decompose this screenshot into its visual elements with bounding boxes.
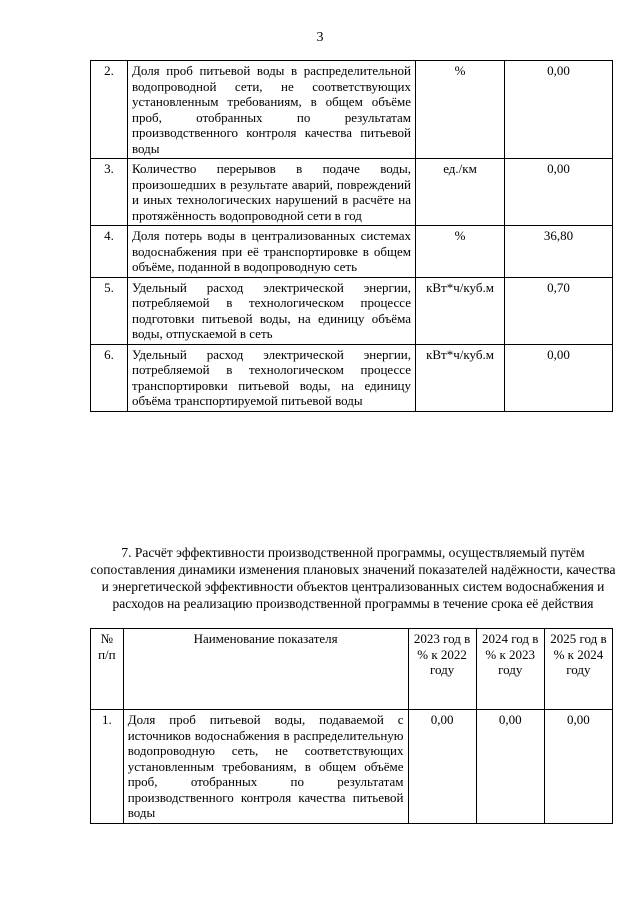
efficiency-table — [90, 628, 613, 824]
row-number: 4. — [91, 226, 128, 278]
indicator-name: Удельный расход электрической энергии, потребляемой в технологическом процессе транспортировки питьевой воды, на единицу объёма транспортируемой питьевой воды — [128, 344, 416, 411]
indicator-value: 0,00 — [505, 344, 613, 411]
section-title: 7. Расчёт эффективности производственной программы, осуществляемый путём сопоставления динамики изменения плановых значений показателей надёжности, качества и энергетической эффективности объектов централизованных систем водоснабжения и расходов на реализацию производственной программы в течение срока её действия — [90, 545, 616, 611]
table-header-row — [91, 629, 613, 710]
header-year-2025: 2025 год в % к 2024 году — [544, 629, 612, 710]
unit: % — [416, 61, 505, 159]
indicator-value: 36,80 — [505, 226, 613, 278]
unit: ед./км — [416, 159, 505, 226]
row-number: 3. — [91, 159, 128, 226]
indicator-name: Удельный расход электрической энергии, потребляемой в технологическом процессе подготовки питьевой воды, на единицу объёма воды, отпускаемой в сеть — [128, 277, 416, 344]
indicator-value: 0,00 — [505, 159, 613, 226]
header-number: № п/п — [91, 629, 124, 710]
value-2024: 0,00 — [476, 710, 544, 824]
row-number: 5. — [91, 277, 128, 344]
table-row — [91, 710, 613, 824]
indicator-name: Количество перерывов в подаче воды, произошедших в результате аварий, повреждений и иных технологических нарушений в расчёте на протяжённость водопроводной сети в год — [128, 159, 416, 226]
value-2025: 0,00 — [544, 710, 612, 824]
header-indicator-name: Наименование показателя — [123, 629, 408, 710]
indicators-table — [90, 60, 613, 412]
header-year-2024: 2024 год в % к 2023 году — [476, 629, 544, 710]
header-year-2023: 2023 год в % к 2022 году — [408, 629, 476, 710]
indicator-name: Доля потерь воды в централизованных системах водоснабжения при её транспортировке в общем объёме, поданной в водопроводную сеть — [128, 226, 416, 278]
indicator-value: 0,00 — [505, 61, 613, 159]
unit: кВт*ч/куб.м — [416, 277, 505, 344]
unit: % — [416, 226, 505, 278]
row-number: 6. — [91, 344, 128, 411]
table-row — [91, 344, 613, 411]
indicator-value: 0,70 — [505, 277, 613, 344]
table-row — [91, 159, 613, 226]
indicator-name: Доля проб питьевой воды, подаваемой с источников водоснабжения в распределительную водопроводную сеть, не соответствующих установленным требованиям, в общем объёме проб, отобранных по результатам производственного контроля качества питьевой воды — [123, 710, 408, 824]
row-number: 1. — [91, 710, 124, 824]
value-2023: 0,00 — [408, 710, 476, 824]
unit: кВт*ч/куб.м — [416, 344, 505, 411]
row-number: 2. — [91, 61, 128, 159]
table-row — [91, 226, 613, 278]
indicator-name: Доля проб питьевой воды в распределительной водопроводной сети, не соответствующих установленным требованиям, в общем объёме проб, отобранных по результатам производственного контроля качества питьевой воды — [128, 61, 416, 159]
table-row — [91, 277, 613, 344]
table-row — [91, 61, 613, 159]
page-number: 3 — [316, 30, 324, 45]
